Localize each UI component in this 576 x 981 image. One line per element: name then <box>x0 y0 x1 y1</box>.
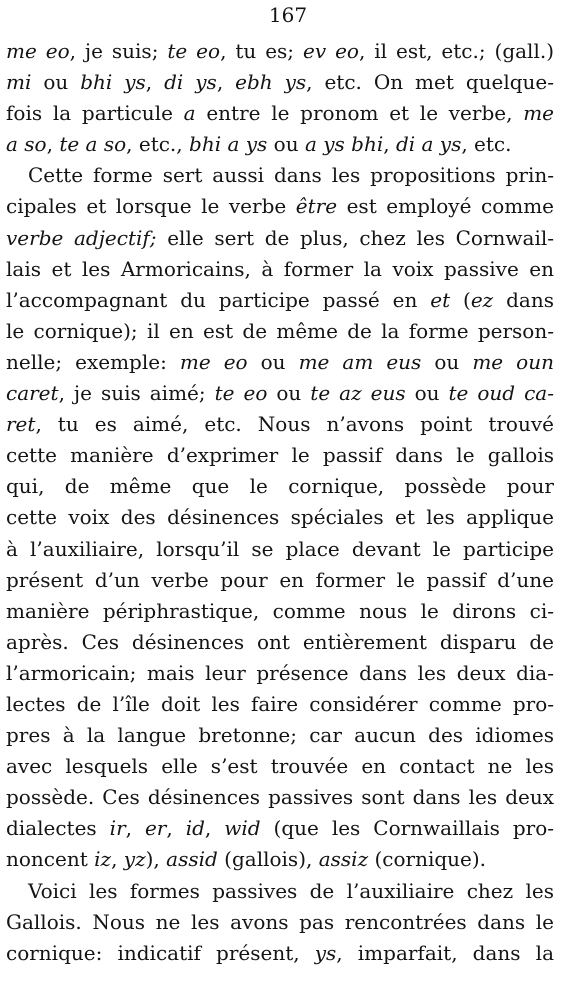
text-run: lais et les Armoricains, à former la voix passive en <box>6 256 554 281</box>
text-run: , je suis; <box>69 39 168 63</box>
italic-text: ebh ys <box>235 70 307 95</box>
text-run: (cornique). <box>368 847 487 872</box>
text-run: est employé comme <box>337 194 554 219</box>
italic-text: caret <box>6 381 59 406</box>
text-line <box>6 782 554 813</box>
text-line <box>6 378 554 409</box>
text-run: Gallois. Nous ne les avons pas rencontrées dans le <box>6 909 554 934</box>
italic-text: me oun <box>472 349 554 374</box>
text-run: ), <box>145 847 167 872</box>
text-line <box>6 876 554 907</box>
text-run: dialectes <box>6 816 110 841</box>
text-line <box>6 409 554 440</box>
text-run: ou <box>267 132 305 157</box>
text-line <box>6 160 554 191</box>
italic-text: mi <box>6 70 32 95</box>
text-run: ou <box>405 381 449 406</box>
text-run: ( <box>450 287 471 312</box>
italic-text: a so <box>6 132 47 157</box>
text-line <box>6 67 554 98</box>
italic-text: ys <box>314 940 337 965</box>
text-run: (gallois), <box>217 847 319 872</box>
text-run: (que les Cornwaillais pro- <box>260 816 555 841</box>
italic-text: di ys <box>164 70 217 95</box>
text-run: Voici les formes passives de l’auxiliaire chez les <box>28 878 554 903</box>
italic-text: assid <box>166 847 218 872</box>
text-line <box>6 254 554 285</box>
italic-text: er <box>144 816 167 841</box>
italic-text: te eo <box>214 381 268 406</box>
text-run: cipales et lorsque le verbe <box>6 194 296 219</box>
text-line <box>6 440 554 471</box>
text-run: elle sert de plus, chez les Cornwail- <box>156 225 554 250</box>
text-run: l’accompagnant du participe passé en <box>6 287 431 312</box>
text-run: lectes de l’île doit les faire considérer comme pro- <box>6 691 554 716</box>
italic-text: me eo <box>6 39 70 63</box>
italic-text: te oud ca- <box>448 381 554 406</box>
text-line <box>6 658 554 689</box>
italic-text: te a so <box>59 132 127 157</box>
italic-text: et <box>430 287 451 312</box>
text-line <box>6 471 554 502</box>
text-run: , <box>46 132 60 157</box>
text-run: ou <box>31 70 81 95</box>
text-run: , <box>145 70 165 95</box>
text-run: , <box>111 847 124 872</box>
text-run: Cette forme sert aussi dans les propositions prin- <box>28 163 554 188</box>
italic-text: assiz <box>318 847 369 872</box>
text-run: pres à la langue bretonne; car aucun des idiomes <box>6 723 554 748</box>
text-run: , etc. On met quelque- <box>306 70 555 95</box>
italic-text: ret <box>6 412 36 437</box>
italic-text: me eo <box>179 349 248 374</box>
italic-text: me am eus <box>298 349 422 374</box>
text-run: nelle; exemple: <box>6 349 180 374</box>
italic-text: ev eo <box>303 39 359 63</box>
italic-text: me <box>523 101 554 126</box>
text-run: noncent <box>6 847 95 872</box>
italic-text: te eo <box>167 39 221 63</box>
text-run: , <box>204 816 225 841</box>
text-run: , etc. <box>461 132 512 157</box>
text-run: l’armoricain; mais leur présence dans les deux dia- <box>6 660 554 685</box>
text-line <box>6 689 554 720</box>
italic-text: a <box>183 101 196 126</box>
text-run: dans <box>493 287 554 312</box>
text-run: manière périphrastique, comme nous le dirons ci- <box>6 598 554 623</box>
text-run: ou <box>267 381 311 406</box>
text-line <box>6 191 554 222</box>
text-run: qui, de même que le cornique, possède pour <box>6 474 554 499</box>
italic-text: iz <box>94 847 112 872</box>
italic-text: yz <box>123 847 146 872</box>
text-line <box>6 502 554 533</box>
text-run: , etc., <box>126 132 190 157</box>
text-line <box>6 907 554 938</box>
text-run: , tu es aimé, etc. Nous n’avons point trouvé <box>35 412 554 437</box>
text-run: , <box>166 816 186 841</box>
text-run: avec lesquels elle s’est trouvée en contact ne les <box>6 754 554 779</box>
text-run: cette voix des désinences spéciales et les applique <box>6 505 554 530</box>
text-line <box>6 844 554 875</box>
text-line <box>6 98 554 129</box>
text-line <box>6 938 554 969</box>
text-line <box>6 347 554 378</box>
text-run: , je suis aimé; <box>58 381 215 406</box>
text-run: ou <box>421 349 473 374</box>
text-run: présent d’un verbe pour en former le passif d’une <box>6 567 554 592</box>
text-run: entre le pronom et le verbe, <box>195 101 524 126</box>
page-number: 167 <box>268 3 308 27</box>
text-run: possède. Ces désinences passives sont dans les deux <box>6 785 554 810</box>
text-run: ou <box>247 349 299 374</box>
text-line <box>6 751 554 782</box>
text-line <box>6 534 554 565</box>
text-run: fois la particule <box>6 101 184 126</box>
text-line <box>6 596 554 627</box>
body-text <box>6 36 554 969</box>
text-run: , <box>383 132 396 157</box>
italic-text: wid <box>224 816 261 841</box>
text-line <box>6 223 554 254</box>
text-run: après. Ces désinences ont entièrement disparu de <box>6 629 554 654</box>
text-run: à l’auxiliaire, lorsqu’il se place devant le participe <box>6 536 554 561</box>
text-run: , il est, etc.; (gall.) <box>358 39 554 63</box>
text-line <box>6 316 554 347</box>
italic-text: id <box>185 816 205 841</box>
text-line <box>6 36 554 67</box>
italic-text: être <box>295 194 338 219</box>
italic-text: a ys bhi <box>304 132 384 157</box>
italic-text: bhi a ys <box>189 132 268 157</box>
italic-text: te az eus <box>310 381 406 406</box>
italic-text: ir <box>109 816 126 841</box>
text-line <box>6 627 554 658</box>
text-run: , tu es; <box>220 39 303 63</box>
text-line <box>6 720 554 751</box>
italic-text: bhi ys <box>80 70 146 95</box>
text-run: , <box>216 70 236 95</box>
italic-text: ez <box>470 287 494 312</box>
italic-text: di a ys <box>395 132 462 157</box>
text-line <box>6 565 554 596</box>
text-run: , <box>125 816 145 841</box>
text-line <box>6 129 554 160</box>
italic-text: verbe adjectif; <box>6 225 157 250</box>
text-run: le cornique); il en est de même de la forme person- <box>6 318 554 343</box>
text-run: , imparfait, dans la <box>336 940 554 965</box>
text-run: cette manière d’exprimer le passif dans le gallois <box>6 443 554 468</box>
text-line <box>6 285 554 316</box>
text-run: cornique: indicatif présent, <box>6 940 315 965</box>
text-line <box>6 813 554 844</box>
